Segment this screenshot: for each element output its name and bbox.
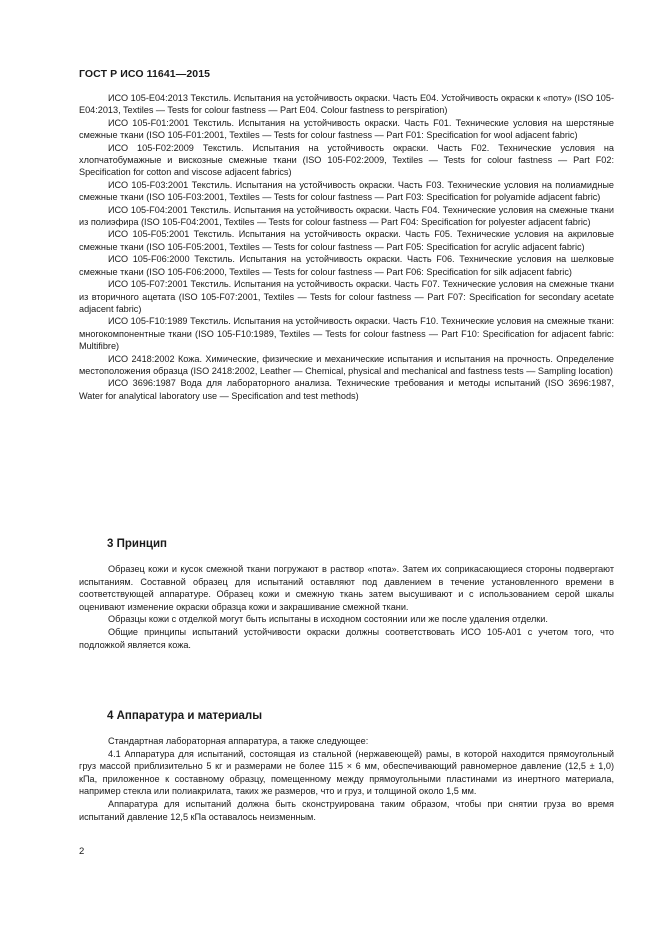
reference-item: ИСО 3696:1987 Вода для лабораторного анализа. Технические требования и методы испытаний (ISO 3696:1987, Water for analytical laboratory use — Specification and test methods) bbox=[79, 378, 614, 401]
section-4-body bbox=[79, 735, 614, 823]
reference-item: ИСО 105-F02:2009 Текстиль. Испытания на устойчивость окраски. Часть F02. Технические условия на хлопчатобумажные и вискозные смежные ткани (ISO 105-F02:2009, Textiles — Tests for colour fastness — Part F02: Specification for cotton and viscose adjacent fabrics) bbox=[79, 142, 614, 178]
section-3-paragraph: Образец кожи и кусок смежной ткани погружают в раствор «пота». Затем их соприкасающиеся стороны подвергают испытаниям. Составной образец для испытаний оставляют под давлением в течение установленного времени в соответствующей аппаратуре. Образец кожи и смежную ткань затем высушивают и с использованием серой шкалы оценивают изменение окраски образца кожи и закрашивание смежной ткани. bbox=[79, 564, 614, 612]
page-number: 2 bbox=[79, 846, 85, 857]
reference-item: ИСО 105-F01:2001 Текстиль. Испытания на устойчивость окраски. Часть F01. Технические условия на шерстяные смежные ткани (ISO 105-F01:2001, Textiles — Tests for colour fastness — Part F01: Specification for wool adjacent fabric) bbox=[79, 117, 614, 141]
section-3-body bbox=[79, 563, 614, 651]
reference-item: ИСО 105-F05:2001 Текстиль. Испытания на устойчивость окраски. Часть F05. Технические условия на акриловые смежные ткани (ISO 105-F05:2001, Textiles — Tests for colour fastness — Part F05: Specification for acrylic adjacent fabric) bbox=[79, 229, 614, 252]
reference-item: ИСО 2418:2002 Кожа. Химические, физические и механические испытания и испытания на прочность. Определение местоположения образца (ISO 2418:2002, Leather — Chemical, physical and mechanical and fastness tests — Sampling location) bbox=[79, 353, 614, 376]
section-4-paragraph: 4.1 Аппаратура для испытаний, состоящая из стальной (нержавеющей) рамы, в которой находится прямоугольный груз массой приблизительно 5 кг и размерами не более 115 × 6 мм, обеспечивающий равномерное давление (12,5 ± 1,0) кПа, приложенное к составному образцу, помещенному между прямоугольными пластинами из инертного материала, например стекла или полиакрилата, таких же размеров, что и груз, и толщиной около 1,5 мм. bbox=[79, 748, 614, 797]
section-4-paragraph: Стандартная лабораторная аппаратура, а также следующее: bbox=[108, 736, 369, 746]
document-header: ГОСТ Р ИСО 11641—2015 bbox=[79, 68, 211, 80]
reference-item: ИСО 105-E04:2013 Текстиль. Испытания на устойчивость окраски. Часть E04. Устойчивость окраски к «поту» (ISO 105-E04:2013, Textiles — Tests for colour fastness — Part E04. Colour fastness to perspiration) bbox=[79, 93, 614, 116]
section-3-paragraph: Общие принципы испытаний устойчивости окраски должны соответствовать ИСО 105-A01 с учетом того, что подложкой является кожа. bbox=[79, 626, 614, 650]
reference-item: ИСО 105-F10:1989 Текстиль. Испытания на устойчивость окраски. Часть F10. Технические условия на смежные ткани: многокомпонентные ткани (ISO 105-F10:1989, Textiles — Tests for colour fastness — Part F10: Specification for adjacent fabric: Multifibre) bbox=[79, 316, 614, 352]
reference-item: ИСО 105-F06:2000 Текстиль. Испытания на устойчивость окраски. Часть F06. Технические условия на шелковые смежные ткани (ISO 105-F06:2000, Textiles — Tests for colour fastness — Part F06: Specification for silk adjacent fabric) bbox=[79, 254, 614, 277]
section-4-title: 4 Аппаратура и материалы bbox=[107, 710, 263, 722]
reference-item: ИСО 105-F03:2001 Текстиль. Испытания на устойчивость окраски. Часть F03. Технические условия на полиамидные смежные ткани (ISO 105-F03:2001, Textiles — Tests for colour fastness — Part F03: Specification for polyamide adjacent fabric) bbox=[79, 179, 614, 203]
reference-item: ИСО 105-F07:2001 Текстиль. Испытания на устойчивость окраски. Часть F07. Технические условия на смежные ткани из вторичного ацетата (ISO 105-F07:2001, Textiles — Tests for colour fastness — Part F07: Specification for secondary acetate adjacent fabric) bbox=[79, 279, 614, 314]
section-4-paragraph: Аппаратура для испытаний должна быть сконструирована таким образом, чтобы при снятии груза во время испытаний давление 12,5 кПа оставалось неизменным. bbox=[79, 798, 614, 822]
reference-item: ИСО 105-F04:2001 Текстиль. Испытания на устойчивость окраски. Часть F04. Технические условия на смежные ткани из полиэфира (ISO 105-F04:2001, Textiles — Tests for colour fastness — Part F04: Specification for polyester adjacent fabric) bbox=[79, 204, 614, 228]
section-3-title: 3 Принцип bbox=[107, 538, 167, 550]
normative-references-list bbox=[79, 92, 614, 402]
section-3-paragraph: Образцы кожи с отделкой могут быть испытаны в исходном состоянии или же после удаления отделки. bbox=[108, 614, 548, 625]
